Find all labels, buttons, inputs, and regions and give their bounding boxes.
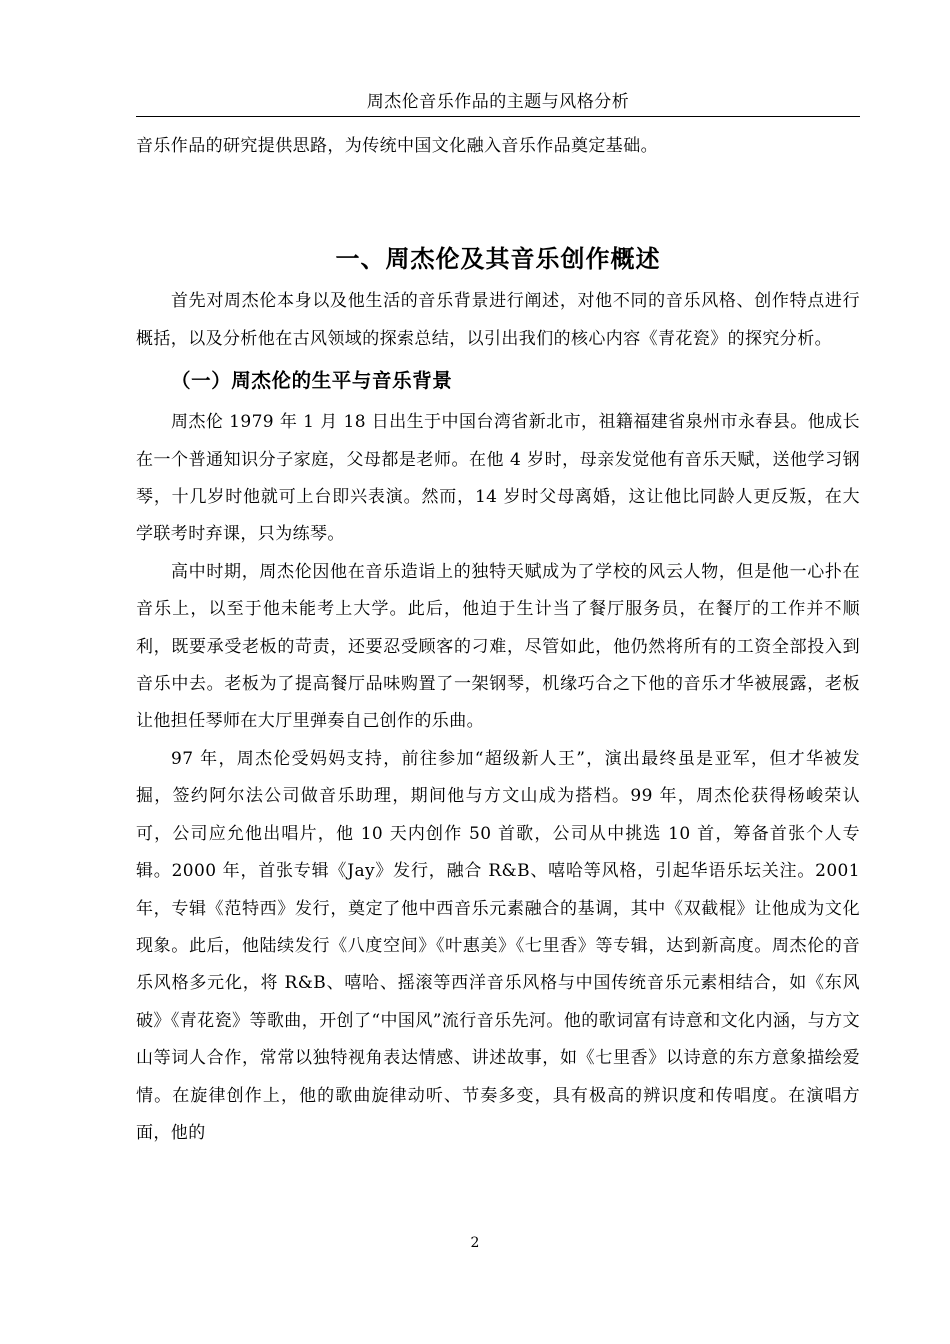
page-content — [136, 128, 860, 1152]
body-paragraph: 97 年，周杰伦受妈妈支持，前往参加“超级新人王”，演出最终虽是亚军，但才华被发掘，签约阿尔法公司做音乐助理，期间他与方文山成为搭档。99 年，周杰伦获得杨峻荣认可，公司应允他出唱片，他 10 天内创作 50 首歌，公司从中挑选 10 首，筹备首张个人专辑。2000 年，首张专辑《Jay》发行，融合 R&B、嘻哈等风格，引起华语乐坛关注。2001 年，专辑《范特西》发行，奠定了他中西音乐元素融合的基调，其中《双截棍》让他成为文化现象。此后，他陆续发行《八度空间》《叶惠美》《七里香》等专辑，达到新高度。周杰伦的音乐风格多元化，将 R&B、嘻哈、摇滚等西洋音乐风格与中国传统音乐元素相结合，如《东风破》《青花瓷》等歌曲，开创了“中国风”流行音乐先河。他的歌词富有诗意和文化内涵，与方文山等词人合作，常常以独特视角表达情感、讲述故事，如《七里香》以诗意的东方意象描绘爱情。在旋律创作上，他的歌曲旋律动听、节奏多变，具有极高的辨识度和传唱度。在演唱方面，他的 — [136, 748, 860, 1143]
section-intro-paragraph: 首先对周杰伦本身以及他生活的音乐背景进行阐述，对他不同的音乐风格、创作特点进行概括，以及分析他在古风领域的探索总结，以引出我们的核心内容《青花瓷》的探究分析。 — [136, 291, 860, 349]
carryover-paragraph: 音乐作品的研究提供思路，为传统中国文化融入音乐作品奠定基础。 — [136, 136, 658, 156]
body-paragraph: 周杰伦 1979 年 1 月 18 日出生于中国台湾省新北市，祖籍福建省泉州市永春县。他成长在一个普通知识分子家庭，父母都是老师。在他 4 岁时，母亲发觉他有音乐天赋，送他学习钢琴，十几岁时他就可上台即兴表演。然而，14 岁时父母离婚，这让他比同龄人更反叛，在大学联考时弃课，只为练琴。 — [136, 412, 860, 545]
header-rule — [136, 116, 860, 117]
subsection-heading: （一）周杰伦的生平与音乐背景 — [171, 369, 453, 393]
section-heading: 一、周杰伦及其音乐创作概述 — [335, 245, 661, 274]
section-spacer — [136, 165, 860, 239]
page-number: 2 — [470, 1235, 480, 1251]
running-header: 周杰伦音乐作品的主题与风格分析 — [366, 92, 630, 112]
body-paragraph: 高中时期，周杰伦因他在音乐造诣上的独特天赋成为了学校的风云人物，但是他一心扑在音乐上，以至于他未能考上大学。此后，他迫于生计当了餐厅服务员，在餐厅的工作并不顺利，既要承受老板的苛责，还要忍受顾客的刁难，尽管如此，他仍然将所有的工资全部投入到音乐中去。老板为了提高餐厅品味购置了一架钢琴，机缘巧合之下他的音乐才华被展露，老板让他担任琴师在大厅里弹奏自己创作的乐曲。 — [136, 561, 860, 732]
